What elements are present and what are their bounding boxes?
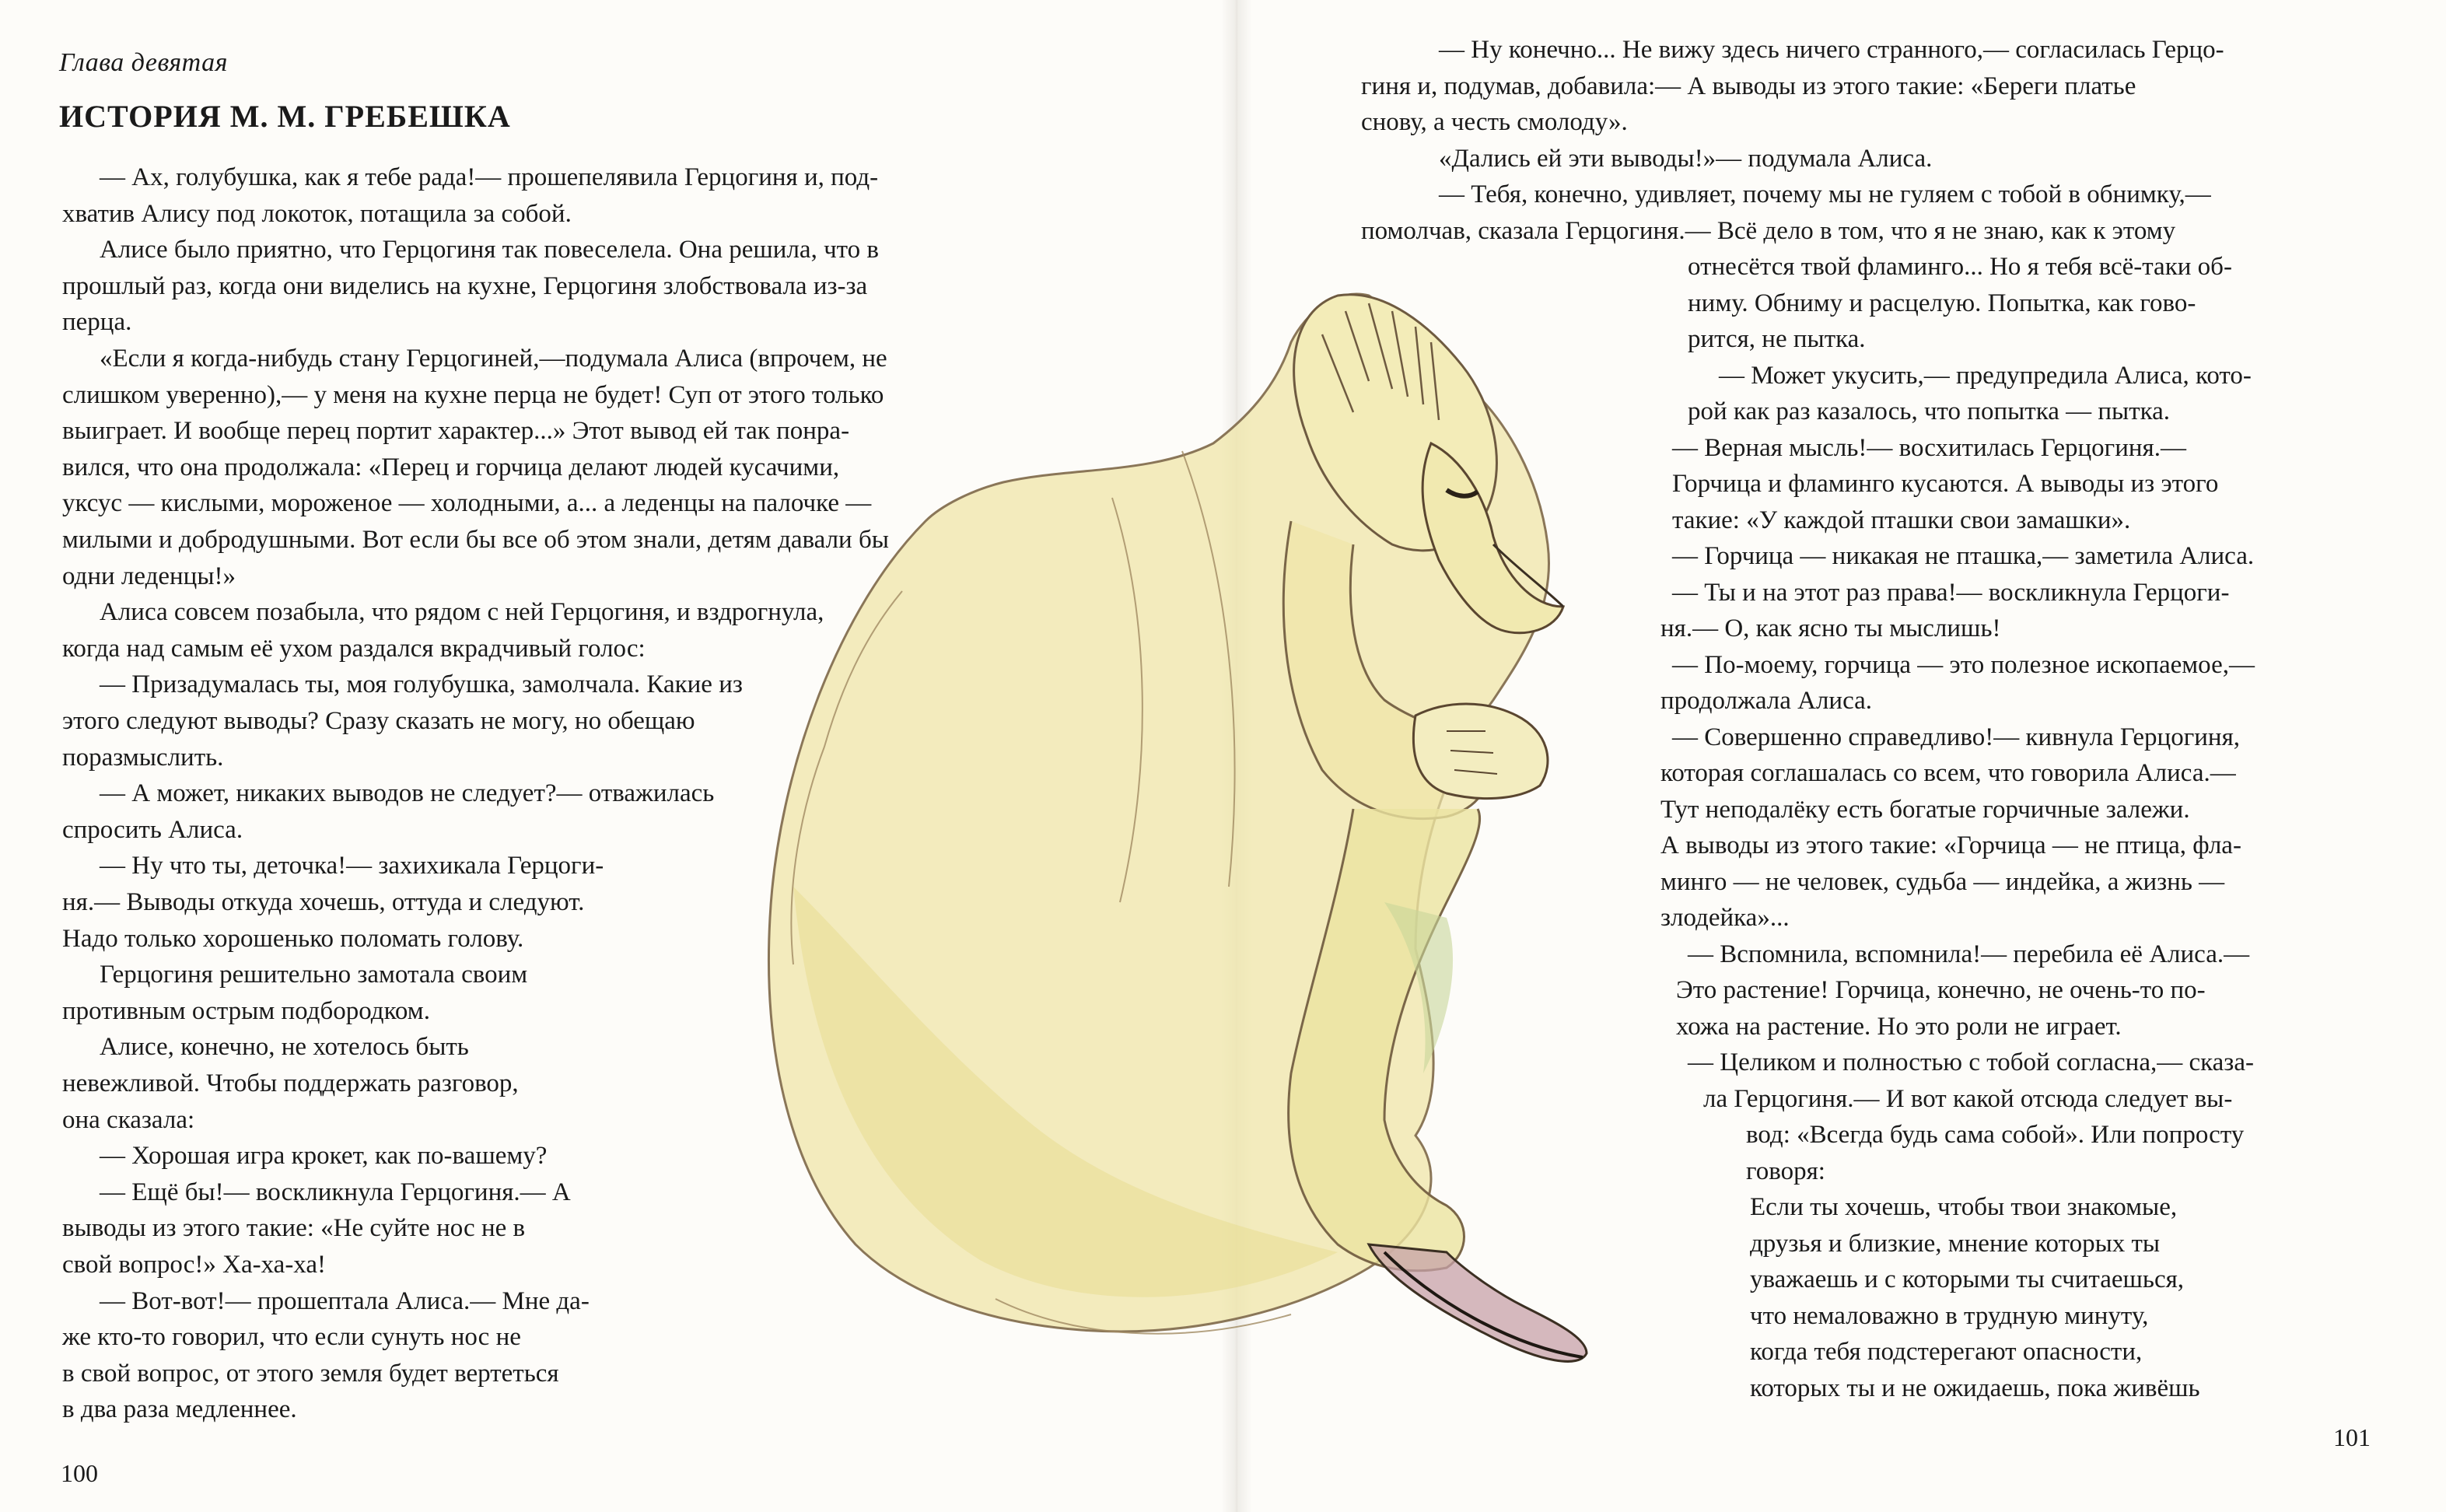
text-line: — Может укусить,— предупредила Алиса, кото- <box>1719 361 2252 390</box>
text-line: — Ну что ты, деточка!— захихикала Герцоги- <box>100 852 604 880</box>
text-line: Алисе, конечно, не хотелось быть <box>100 1033 469 1062</box>
text-line: в свой вопрос, от этого земля будет вертеться <box>62 1359 559 1388</box>
text-line: милыми и добродушными. Вот если бы все об этом знали, детям давали бы <box>62 526 889 554</box>
text-line: ня.— Выводы откуда хочешь, оттуда и следуют. <box>62 888 585 916</box>
text-line: рой как раз казалось, что попытка — пытка. <box>1688 397 2171 425</box>
text-line: Герцогиня решительно замотала своим <box>100 961 528 989</box>
text-line: которых ты и не ожидаешь, пока живёшь <box>1750 1374 2200 1402</box>
text-line: уважаешь и с которыми ты считаешься, <box>1750 1265 2185 1293</box>
text-line: хватив Алису под локоток, потащила за собой. <box>62 199 572 228</box>
text-line: этого следуют выводы? Сразу сказать не могу, но обещаю <box>62 707 695 735</box>
text-line: злодейка»... <box>1660 904 1790 932</box>
text-line: помолчав, сказала Герцогиня.— Всё дело в том, что я не знаю, как к этому <box>1361 216 2176 245</box>
text-line: прошлый раз, когда они виделись на кухне, Герцогиня злобствовала из-за <box>62 271 868 300</box>
text-line: «Дались ей эти выводы!»— подумала Алиса. <box>1439 144 1933 173</box>
text-line: спросить Алиса. <box>62 815 243 844</box>
text-line: гиня и, подумав, добавила:— А выводы из этого такие: «Береги платье <box>1361 72 2136 100</box>
text-line: выиграет. И вообще перец портит характер...» Этот вывод ей так понра- <box>62 417 850 446</box>
text-line: — Совершенно справедливо!— кивнула Герцогиня, <box>1672 723 2240 751</box>
text-line: вился, что она продолжала: «Перец и горчица делают людей кусачими, <box>62 453 840 481</box>
text-line: такие: «У каждой пташки свои замашки». <box>1672 506 2131 534</box>
duchess-illustration <box>747 264 1711 1369</box>
text-line: продолжала Алиса. <box>1660 687 1873 715</box>
text-line: Это растение! Горчица, конечно, не очень-то по- <box>1676 976 2206 1004</box>
text-line: — По-моему, горчица — это полезное ископаемое,— <box>1672 650 2255 679</box>
page-number-right: 101 <box>2333 1423 2371 1451</box>
text-line: поразмыслить. <box>62 743 224 772</box>
text-line: «Если я когда-нибудь стану Герцогиней,—подумала Алиса (впрочем, не <box>100 345 887 373</box>
text-line: — Горчица — никакая не пташка,— заметила Алиса. <box>1672 542 2255 570</box>
text-line: в два раза медленнее. <box>62 1395 297 1424</box>
text-line: — Вспомнила, вспомнила!— перебила её Алиса.— <box>1688 940 2250 968</box>
text-line: минго — не человек, судьба — индейка, а жизнь — <box>1660 867 2225 896</box>
text-line: — Ты и на этот раз права!— воскликнула Герцоги- <box>1672 578 2230 607</box>
text-line: невежливой. Чтобы поддержать разговор, <box>62 1069 519 1097</box>
text-line: А выводы из этого такие: «Горчица — не птица, фла- <box>1660 831 2241 859</box>
text-line: — Верная мысль!— восхитилась Герцогиня.— <box>1672 433 2186 462</box>
text-line: отнесётся твой фламинго... Но я тебя всё-таки об- <box>1688 253 2232 281</box>
text-line: — Ах, голубушка, как я тебе рада!— прошепелявила Герцогиня и, под- <box>100 163 879 191</box>
text-line: вод: «Всегда будь сама собой». Или попросту <box>1746 1121 2245 1149</box>
shoe-shape <box>1369 1244 1587 1361</box>
text-line: — Вот-вот!— прошептала Алиса.— Мне да- <box>100 1286 590 1315</box>
page-number-left: 100 <box>61 1459 98 1487</box>
text-line: уксус — кислыми, мороженое — холодными, а... а леденцы на палочке — <box>62 489 872 518</box>
text-line: снову, а честь смолоду». <box>1361 108 1628 136</box>
text-line: хожа на растение. Но это роли не играет. <box>1676 1012 2122 1041</box>
text-line: — А может, никаких выводов не следует?— отважилась <box>100 779 715 808</box>
text-line: которая соглашалась со всем, что говорила Алиса.— <box>1660 759 2236 787</box>
text-line: ниму. Обниму и расцелую. Попытка, как гово- <box>1688 289 2196 317</box>
text-line: рится, не пытка. <box>1688 325 1866 353</box>
text-line: одни леденцы!» <box>62 562 236 590</box>
text-line: друзья и близкие, мнение которых ты <box>1750 1229 2161 1258</box>
text-line: она сказала: <box>62 1105 195 1134</box>
text-line: — Ну конечно... Не вижу здесь ничего странного,— согласилась Герцо- <box>1439 36 2224 64</box>
text-line: — Тебя, конечно, удивляет, почему мы не гуляем с тобой в обнимку,— <box>1439 180 2211 208</box>
text-line: Алиса совсем позабыла, что рядом с ней Герцогиня, и вздрогнула, <box>100 598 824 627</box>
text-line: противным острым подбородком. <box>62 996 430 1025</box>
text-line: говоря: <box>1746 1157 1825 1185</box>
chapter-title: ИСТОРИЯ М. М. ГРЕБЕШКА <box>59 99 511 134</box>
text-line: Если ты хочешь, чтобы твои знакомые, <box>1750 1193 2178 1221</box>
text-line: свой вопрос!» Ха-ха-ха! <box>62 1251 327 1279</box>
text-line: что немаловажно в трудную минуту, <box>1750 1301 2149 1330</box>
text-line: — Целиком и полностью с тобой согласна,— сказа- <box>1688 1048 2254 1076</box>
text-line: когда над самым её ухом раздался вкрадчивый голос: <box>62 634 646 663</box>
text-line: Тут неподалёку есть богатые горчичные залежи. <box>1660 795 2190 824</box>
hands-shape <box>1413 704 1548 799</box>
text-line: Горчица и фламинго кусаются. А выводы из этого <box>1672 470 2219 498</box>
text-line: — Призадумалась ты, моя голубушка, замолчала. Какие из <box>100 670 743 699</box>
text-line: Надо только хорошенько поломать голову. <box>62 924 524 953</box>
text-line: — Хорошая игра крокет, как по-вашему? <box>100 1142 548 1171</box>
chapter-label: Глава девятая <box>59 48 228 77</box>
text-line: Алисе было приятно, что Герцогиня так повеселела. Она решила, что в <box>100 236 879 264</box>
text-line: же кто-то говорил, что если сунуть нос не <box>62 1323 521 1352</box>
text-line: — Ещё бы!— воскликнула Герцогиня.— А <box>100 1178 571 1206</box>
text-line: ла Герцогиня.— И вот какой отсюда следует вы- <box>1703 1084 2233 1113</box>
text-line: выводы из этого такие: «Не суйте нос не в <box>62 1214 526 1243</box>
text-line: когда тебя подстерегают опасности, <box>1750 1338 2143 1366</box>
text-line: перца. <box>62 308 132 337</box>
text-line: слишком уверенно),— у меня на кухне перца не будет! Суп от этого только <box>62 380 884 409</box>
text-line: ня.— О, как ясно ты мыслишь! <box>1660 614 2001 642</box>
